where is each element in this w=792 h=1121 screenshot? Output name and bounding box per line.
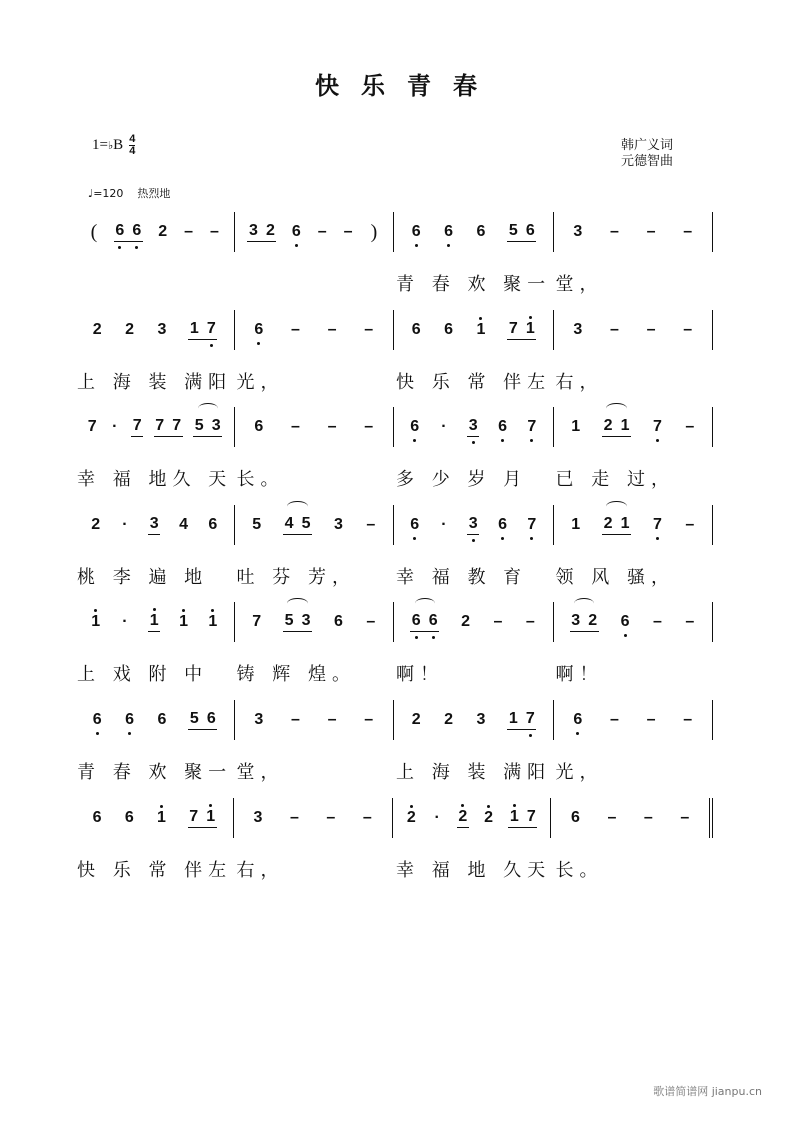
dash: – bbox=[364, 418, 374, 435]
note: 6 bbox=[132, 222, 142, 239]
lyrics-row bbox=[75, 465, 713, 491]
note: 2 bbox=[588, 612, 598, 629]
note: 7 bbox=[508, 320, 518, 337]
notes-row bbox=[75, 700, 713, 740]
dash: – bbox=[652, 613, 662, 630]
dash: – bbox=[366, 516, 376, 533]
dash: – bbox=[683, 223, 693, 240]
measure bbox=[553, 407, 714, 447]
dash: – bbox=[327, 711, 337, 728]
measure bbox=[393, 700, 553, 740]
measure bbox=[75, 505, 234, 545]
note: 3 bbox=[211, 417, 221, 434]
note: 6 bbox=[254, 321, 264, 338]
measure bbox=[234, 407, 394, 447]
beamed-group bbox=[188, 710, 217, 730]
dash: – bbox=[326, 809, 336, 826]
note: 2 bbox=[461, 613, 471, 630]
lyric-segment: 铸 辉 煌。 bbox=[236, 664, 356, 685]
note: 7 bbox=[132, 417, 142, 434]
note: 6 bbox=[208, 516, 218, 533]
dash: – bbox=[364, 321, 374, 338]
lyrics-row bbox=[75, 270, 713, 296]
note: 6 bbox=[428, 612, 438, 629]
note: 7 bbox=[172, 417, 182, 434]
lyric-segment: 啊！ bbox=[555, 664, 604, 685]
lyric-segment: 快 乐 常 伴左 bbox=[396, 372, 552, 393]
dash: – bbox=[290, 321, 300, 338]
lyric-segment: 领 风 骚， bbox=[555, 567, 675, 588]
dash: – bbox=[317, 223, 327, 240]
beamed-group bbox=[193, 417, 222, 437]
dash: – bbox=[343, 223, 353, 240]
parenthesis: ) bbox=[370, 220, 378, 243]
lyric-segment: 桃 李 遍 地 bbox=[77, 567, 209, 588]
lyric-segment bbox=[75, 270, 235, 296]
lyric-segment: 青 春 欢 聚一 bbox=[77, 762, 233, 783]
note: 6 bbox=[620, 613, 630, 630]
lyric-segment: 光， bbox=[555, 762, 604, 783]
staff-line bbox=[75, 407, 713, 497]
measure bbox=[75, 602, 234, 642]
note: 1 bbox=[571, 418, 581, 435]
slur-mark bbox=[287, 501, 307, 512]
note: 5 bbox=[252, 516, 262, 533]
lyric-segment: 堂， bbox=[236, 762, 285, 783]
note: 2 bbox=[92, 321, 102, 338]
note: 7 bbox=[155, 417, 165, 434]
note: 6 bbox=[411, 223, 421, 240]
measure bbox=[553, 310, 714, 350]
slur-mark bbox=[415, 598, 435, 609]
note: 6 bbox=[476, 223, 486, 240]
note: 1 bbox=[157, 809, 166, 826]
notes-row bbox=[75, 602, 713, 642]
dash: – bbox=[607, 809, 617, 826]
measure bbox=[75, 407, 234, 447]
beamed-group bbox=[570, 612, 599, 632]
note: 2 bbox=[91, 516, 101, 533]
note: 6 bbox=[444, 223, 454, 240]
lyric-segment: 快 乐 常 伴左 bbox=[77, 860, 233, 881]
staff-line bbox=[75, 798, 713, 888]
note: 5 bbox=[301, 515, 311, 532]
note: 6 bbox=[333, 613, 343, 630]
measure bbox=[75, 798, 233, 838]
tempo-marking bbox=[88, 185, 170, 201]
dash: – bbox=[685, 516, 695, 533]
note: 4 bbox=[179, 516, 188, 533]
beamed-group bbox=[410, 612, 439, 632]
dash: – bbox=[680, 809, 690, 826]
dash: – bbox=[685, 418, 695, 435]
dash: – bbox=[290, 418, 300, 435]
augmentation-dot: · bbox=[434, 809, 440, 826]
dash: – bbox=[362, 809, 372, 826]
note: 7 bbox=[527, 418, 537, 435]
note: 5 bbox=[508, 222, 518, 239]
lyric-segment: 多 少 岁 月 bbox=[396, 469, 528, 490]
dash: – bbox=[327, 418, 337, 435]
lyricist: 韩广义词 bbox=[621, 138, 674, 153]
note: 1 bbox=[508, 710, 518, 727]
note: 6 bbox=[410, 418, 420, 435]
note: 6 bbox=[125, 711, 135, 728]
note: 6 bbox=[206, 710, 216, 727]
beamed-group bbox=[188, 320, 217, 340]
measure bbox=[553, 602, 714, 642]
staff-line bbox=[75, 700, 713, 790]
notes-row bbox=[75, 407, 713, 447]
dash: – bbox=[493, 613, 503, 630]
note: 1 bbox=[208, 613, 218, 630]
lyric-segment: 啊！ bbox=[396, 664, 444, 685]
note: 6 bbox=[525, 222, 535, 239]
notes-row bbox=[75, 212, 713, 252]
note: 7 bbox=[87, 418, 97, 435]
measure bbox=[393, 407, 553, 447]
beamed-group bbox=[507, 320, 536, 340]
slur-mark bbox=[574, 598, 594, 609]
measure bbox=[75, 700, 234, 740]
time-bottom: 4 bbox=[129, 145, 136, 157]
beamed-group bbox=[508, 808, 537, 828]
staff-line bbox=[75, 212, 713, 302]
dash: – bbox=[609, 321, 619, 338]
dash: – bbox=[184, 223, 194, 240]
measure bbox=[550, 798, 713, 838]
lyric-segment: 幸 福 教 育 bbox=[396, 567, 528, 588]
note: 3 bbox=[253, 809, 263, 826]
beamed-group bbox=[131, 417, 143, 437]
expression: 热烈地 bbox=[137, 187, 171, 200]
note: 6 bbox=[573, 711, 583, 728]
note: 2 bbox=[411, 711, 421, 728]
lyric-segment: 已 走 过， bbox=[555, 469, 675, 490]
beamed-group bbox=[247, 222, 276, 242]
slur-mark bbox=[198, 403, 218, 414]
note: 3 bbox=[248, 222, 258, 239]
song-title: 快乐青春 bbox=[315, 72, 499, 100]
key-prefix: 1= bbox=[92, 137, 108, 153]
key-note: B bbox=[113, 137, 124, 153]
note: 6 bbox=[291, 223, 301, 240]
key-signature bbox=[92, 134, 135, 157]
composer: 元德智曲 bbox=[621, 154, 674, 169]
dash: – bbox=[327, 321, 337, 338]
note: 6 bbox=[157, 711, 167, 728]
note: 6 bbox=[92, 711, 102, 728]
augmentation-dot: · bbox=[441, 516, 447, 533]
beamed-group bbox=[283, 515, 312, 535]
augmentation-dot: · bbox=[112, 418, 118, 435]
note: 2 bbox=[484, 809, 494, 826]
measure bbox=[234, 212, 394, 252]
lyrics-row bbox=[75, 368, 713, 394]
flat-icon: ♭ bbox=[107, 140, 114, 152]
lyric-segment: 光， bbox=[236, 372, 285, 393]
augmentation-dot: · bbox=[122, 516, 128, 533]
beamed-group bbox=[602, 515, 631, 535]
parenthesis: ( bbox=[90, 220, 98, 243]
note: 2 bbox=[458, 808, 468, 825]
lyric-segment: 幸 福 地久 天 bbox=[77, 469, 233, 490]
time-top: 4 bbox=[129, 133, 136, 145]
note: 3 bbox=[157, 321, 167, 338]
beamed-group bbox=[467, 417, 479, 437]
dash: – bbox=[685, 613, 695, 630]
note: 2 bbox=[265, 222, 275, 239]
note: 5 bbox=[194, 417, 204, 434]
note: 3 bbox=[468, 515, 478, 532]
note: 6 bbox=[411, 612, 421, 629]
lyrics-row bbox=[75, 563, 713, 589]
notes-row bbox=[75, 310, 713, 350]
note: 7 bbox=[189, 808, 199, 825]
measure bbox=[393, 310, 553, 350]
note: 2 bbox=[158, 223, 168, 240]
measure bbox=[234, 602, 394, 642]
note: 6 bbox=[92, 809, 102, 826]
note: 5 bbox=[284, 612, 294, 629]
note: 6 bbox=[254, 418, 264, 435]
lyric-segment: 长。 bbox=[555, 860, 604, 881]
dash: – bbox=[646, 321, 656, 338]
lyric-segment: 青 春 欢 聚一 bbox=[396, 274, 552, 295]
lyrics-row bbox=[75, 856, 713, 882]
lyric-segment: 长。 bbox=[236, 469, 285, 490]
note: 3 bbox=[468, 417, 478, 434]
beamed-group bbox=[467, 515, 479, 535]
dash: – bbox=[210, 223, 219, 240]
dash: – bbox=[289, 809, 299, 826]
note: 1 bbox=[179, 613, 188, 630]
note: 1 bbox=[525, 320, 535, 337]
beamed-group bbox=[154, 417, 183, 437]
note: 3 bbox=[573, 321, 583, 338]
measure bbox=[553, 212, 714, 252]
measure bbox=[234, 505, 394, 545]
measure bbox=[233, 798, 392, 838]
dash: – bbox=[643, 809, 653, 826]
notes-row bbox=[75, 505, 713, 545]
note: 3 bbox=[573, 223, 583, 240]
measure bbox=[393, 505, 553, 545]
note: 2 bbox=[603, 417, 613, 434]
note: 6 bbox=[124, 809, 134, 826]
lyric-segment: 吐 芬 芳， bbox=[236, 567, 356, 588]
note: 1 bbox=[476, 321, 486, 338]
lyrics-row bbox=[75, 660, 713, 686]
dash: – bbox=[646, 711, 656, 728]
note: 4 bbox=[284, 515, 294, 532]
dash: – bbox=[364, 711, 374, 728]
note: 3 bbox=[301, 612, 311, 629]
measure bbox=[392, 798, 551, 838]
dash: – bbox=[683, 321, 693, 338]
augmentation-dot: · bbox=[441, 418, 447, 435]
note: 3 bbox=[149, 515, 159, 532]
measure bbox=[553, 505, 714, 545]
note: 2 bbox=[406, 809, 416, 826]
note: 7 bbox=[206, 320, 216, 337]
slur-mark bbox=[606, 403, 626, 414]
note: 6 bbox=[411, 321, 421, 338]
note: 3 bbox=[333, 516, 343, 533]
lyric-segment: 堂， bbox=[555, 274, 604, 295]
note: 3 bbox=[254, 711, 264, 728]
dash: – bbox=[366, 613, 376, 630]
note: 1 bbox=[149, 612, 159, 629]
measure bbox=[393, 212, 553, 252]
lyrics-row bbox=[75, 758, 713, 784]
note: 1 bbox=[206, 808, 216, 825]
note: 6 bbox=[498, 418, 507, 435]
measure bbox=[234, 700, 394, 740]
lyric-segment: 幸 福 地 久天 bbox=[396, 860, 552, 881]
augmentation-dot: · bbox=[122, 613, 128, 630]
staff-line bbox=[75, 505, 713, 595]
note: 1 bbox=[91, 613, 101, 630]
beamed-group bbox=[148, 515, 160, 535]
note: 6 bbox=[444, 321, 454, 338]
measure bbox=[75, 310, 234, 350]
lyric-segment: 上 海 装 满阳 bbox=[77, 372, 233, 393]
dash: – bbox=[683, 711, 693, 728]
measure bbox=[393, 602, 553, 642]
dash: – bbox=[609, 711, 619, 728]
note: 7 bbox=[526, 808, 536, 825]
note: 7 bbox=[652, 418, 662, 435]
note: 7 bbox=[252, 613, 262, 630]
lyric-segment bbox=[235, 270, 395, 296]
beamed-group bbox=[283, 612, 312, 632]
lyric-segment: 右， bbox=[236, 860, 285, 881]
note: 6 bbox=[115, 222, 125, 239]
slur-mark bbox=[287, 598, 307, 609]
beamed-group bbox=[507, 222, 536, 242]
note: 6 bbox=[498, 516, 507, 533]
note: 5 bbox=[189, 710, 199, 727]
beamed-group bbox=[602, 417, 631, 437]
staff-line bbox=[75, 310, 713, 400]
measure bbox=[553, 700, 714, 740]
lyric-segment: 上 海 装 满阳 bbox=[396, 762, 552, 783]
slur-mark bbox=[606, 501, 626, 512]
note: 3 bbox=[476, 711, 486, 728]
lyric-segment: 右， bbox=[555, 372, 604, 393]
note: 3 bbox=[571, 612, 581, 629]
lyric-segment: 上 戏 附 中 bbox=[77, 664, 209, 685]
measure bbox=[75, 212, 234, 252]
dash: – bbox=[609, 223, 619, 240]
dash: – bbox=[290, 711, 300, 728]
notes-row bbox=[75, 798, 713, 838]
note: 2 bbox=[125, 321, 135, 338]
tempo: ♩=120 bbox=[88, 187, 124, 200]
note: 7 bbox=[652, 516, 662, 533]
note: 7 bbox=[525, 710, 535, 727]
beamed-group bbox=[148, 612, 160, 632]
note: 1 bbox=[620, 515, 630, 532]
beamed-group bbox=[457, 808, 469, 828]
staff-line bbox=[75, 602, 713, 692]
time-signature bbox=[129, 134, 135, 157]
note: 1 bbox=[509, 808, 519, 825]
measure bbox=[234, 310, 394, 350]
note: 1 bbox=[189, 320, 199, 337]
note: 2 bbox=[444, 711, 454, 728]
watermark: 歌谱简谱网 jianpu.cn bbox=[653, 1085, 762, 1098]
note: 1 bbox=[620, 417, 630, 434]
beamed-group bbox=[114, 222, 143, 242]
beamed-group bbox=[507, 710, 536, 730]
note: 1 bbox=[571, 516, 581, 533]
note: 6 bbox=[571, 809, 580, 826]
credits bbox=[621, 138, 673, 170]
beamed-group bbox=[188, 808, 217, 828]
note: 2 bbox=[603, 515, 613, 532]
dash: – bbox=[525, 613, 535, 630]
dash: – bbox=[646, 223, 656, 240]
note: 6 bbox=[410, 516, 420, 533]
note: 7 bbox=[527, 516, 537, 533]
